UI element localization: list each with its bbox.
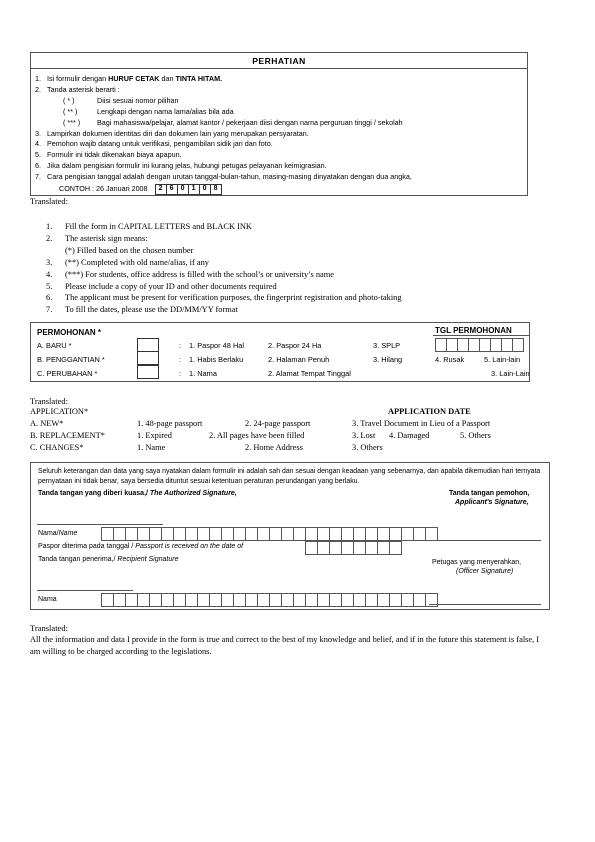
row-b-label: B. PENGGANTIAN *	[37, 355, 105, 364]
option-label: 5. Lain-lain	[484, 355, 521, 364]
example-digit: 1	[188, 184, 200, 195]
recipient-label: Tanda tangan penerima,/ Recipient Signature	[38, 556, 179, 563]
option-label: 2. Paspor 24 Ha	[268, 341, 322, 350]
officer-signature-line[interactable]	[429, 604, 541, 605]
row-c-checkbox[interactable]	[137, 365, 159, 379]
perhatian-item-4: 4. Pemohon wajib datang untuk verifikasi, pengambilan sidik jari dan foto.	[35, 139, 273, 149]
translated-label: Translated:	[30, 623, 68, 633]
option-label: 4. Rusak	[435, 355, 465, 364]
entry-cell[interactable]	[425, 527, 438, 541]
option-label: 3. Hilang	[373, 355, 403, 364]
example-digit: 0	[177, 184, 189, 195]
date-cell[interactable]	[512, 338, 524, 352]
asterisk-item-2: ( ** ) Lengkapi dengan nama lama/alias bila ada	[63, 106, 234, 116]
perhatian-item-3: 3. Lampirkan dokumen identitas diri dan dokumen lain yang merupakan persyaratan.	[35, 128, 309, 138]
option-label: 1. Habis Berlaku	[189, 355, 244, 364]
translated-label: Translated:	[30, 196, 68, 206]
example-digit: 8	[210, 184, 222, 195]
recipient-signature-line[interactable]	[37, 590, 133, 591]
option-label: 1. Nama	[189, 369, 217, 378]
declaration-text: Seluruh keterangan dan data yang saya nyatakan dalam formulir ini adalah sah dan sesuai dengan keadaan yang sebenarnya, dan apabila dikemudian hari ternyata pernyataan ini tidak benar, saya bersedia dituntut sesuai ketentuan peraturan perundangan yang berlaku.	[38, 468, 541, 485]
option-label: 3. Lain-Lain	[491, 369, 530, 378]
application-title: APPLICATION*	[30, 407, 89, 416]
perhatian-item-7: 7. Cara pengisian tanggal adalah dengan urutan tanggal-bulan-tahun, masing-masing dinyatakan dengan dua angka,	[35, 172, 412, 182]
example-digit: 6	[166, 184, 178, 195]
option-label: 2. Halaman Penuh	[268, 355, 330, 364]
authorized-signature-label: Tanda tangan yang diberi kuasa,/ The Authorized Signature,	[38, 490, 237, 497]
authorized-signature-line[interactable]	[37, 524, 163, 525]
applicant-signature-line[interactable]	[429, 540, 541, 541]
option-label: 3. SPLP	[373, 341, 401, 350]
permohonan-box: PERMOHONAN * TGL PERMOHONAN A. BARU * : 1. Paspor 48 Hal 2. Paspor 24 Ha 3. SPLP B. PENGGANTIAN * : 1. Habis Berlaku 2. Halaman Penuh 3. Hilang 4. Rusak 5. Lain-lain C. PERUBAHAN * : 1. Nama 2. Alamat Tempat Tinggal 3. Lain-Lain	[30, 322, 530, 382]
entry-cell[interactable]	[389, 541, 402, 555]
date-title: TGL PERMOHONAN	[435, 326, 512, 335]
officer-label: Petugas yang menyerahkan,	[432, 559, 522, 566]
perhatian-item-6: 6. Jika dalam pengisian formulir ini kurang jelas, hubungi petugas pelayanan keimigrasian.	[35, 161, 327, 171]
asterisk-item-1: ( * ) Diisi sesuai nomor pilihan	[63, 95, 179, 105]
perhatian-box	[30, 52, 528, 196]
name-label: Nama/Name	[38, 530, 78, 537]
date-example: CONTOH : 26 Januari 2008 2 6 0 1 0 8	[59, 184, 412, 195]
divider	[31, 68, 527, 69]
perhatian-item-1: 1. Isi formulir dengan HURUF CETAK dan TINTA HITAM.	[35, 74, 223, 83]
applicant-signature-label: Tanda tangan pemohon,	[449, 490, 530, 497]
asterisk-item-3: ( *** ) Bagi mahasiswa/pelajar, alamat kantor / pekerjaan diisi dengan nama perguruan tinggi / sekolah	[63, 117, 403, 127]
nama-label: Nama	[38, 596, 57, 603]
perhatian-list	[35, 74, 412, 195]
row-c-label: C. PERUBAHAN *	[37, 369, 98, 378]
translated-instructions: 1. Fill the form in CAPITAL LETTERS and BLACK INK 2. The asterisk sign means: (*) Filled based on the chosen number 3. (**) Completed with old name/alias, if any 4. (***) For students, office address is filled with the school’s or university’s name 5. Please include a copy of your ID and other documents required 6. The applicant must be present for verification purposes, the fingerprint registration and photo-taking 7. To fill the dates, please use the DD/MM/YY format	[46, 222, 402, 315]
row-a-label: A. BARU *	[37, 341, 72, 350]
translated-label: Translated:	[30, 396, 68, 406]
perhatian-item-5: 5. Formulir ini tidak dikenakan biaya apapun.	[35, 150, 182, 160]
option-label: 1. Paspor 48 Hal	[189, 341, 245, 350]
entry-cell[interactable]	[425, 593, 438, 607]
example-digit: 2	[155, 184, 167, 195]
received-label: Paspor diterima pada tanggal / Passport is received on the date of	[38, 543, 244, 550]
option-label: 2. Alamat Tempat Tinggal	[268, 369, 351, 378]
row-b-checkbox[interactable]	[137, 351, 159, 365]
divider	[433, 335, 529, 336]
row-a-checkbox[interactable]	[137, 338, 159, 352]
permohonan-title: PERMOHONAN *	[37, 328, 102, 337]
declaration-box: Seluruh keterangan dan data yang saya nyatakan dalam formulir ini adalah sah dan sesuai dengan keadaan yang sebenarnya, dan apabila dikemudian hari ternyata pernyataan ini tidak benar, saya bersedia dituntut sesuai ketentuan peraturan perundangan yang berlaku. Tanda tangan yang diberi kuasa,/ The Authorized Signature, Tanda tangan pemohon, Applicant's Signature, Nama/Name Paspor diterima pada tanggal / Passport is received on the date of Tanda tangan penerima,/ Recipient Signature Nama Petugas yang menyerahkan, (Officer Signature)	[30, 462, 550, 610]
application-date-title: APPLICATION DATE	[388, 407, 471, 416]
perhatian-title: PERHATIAN	[252, 56, 306, 66]
translated-declaration: All the information and data I provide in the form is true and correct to the best of my knowledge and belief, and if in the future this statement is false, I am willing to be charged according to the legislations.	[30, 635, 540, 656]
perhatian-item-2: 2. Tanda asterisk berarti :	[35, 84, 120, 94]
example-digit: 0	[199, 184, 211, 195]
